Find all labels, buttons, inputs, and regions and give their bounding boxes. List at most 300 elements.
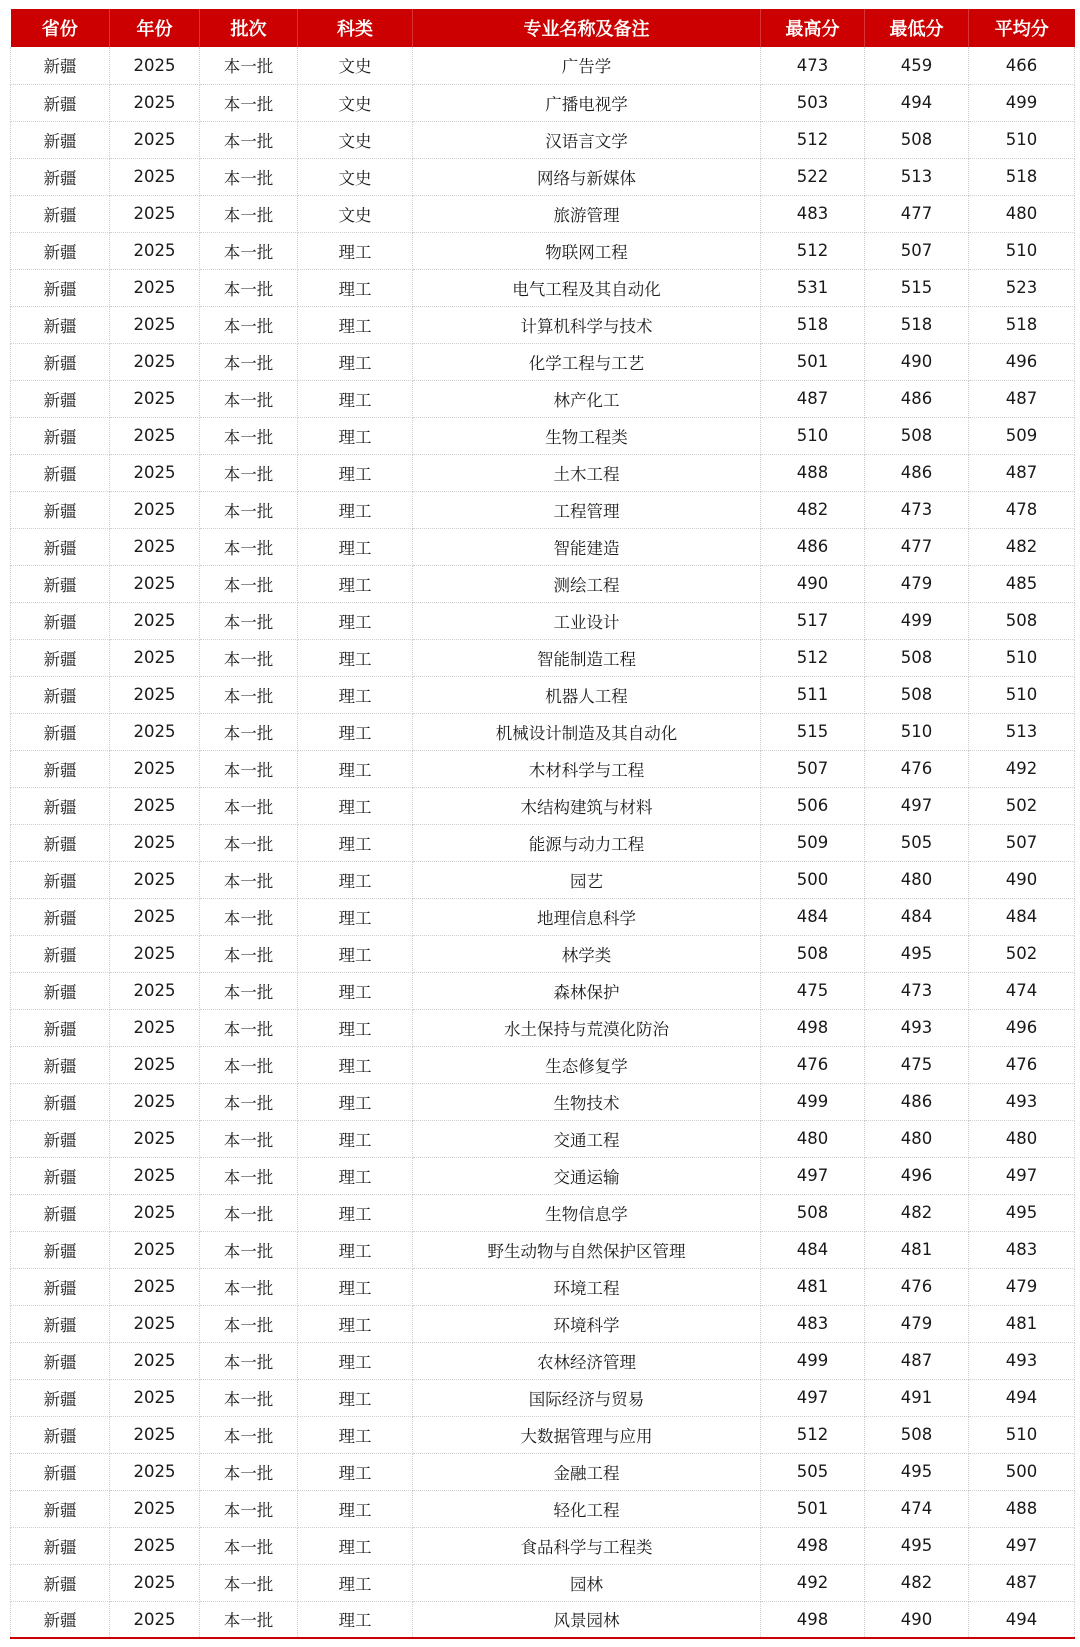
cell-min-score: 486 [865,454,969,491]
cell-category: 理工 [298,639,413,676]
cell-province: 新疆 [11,1305,110,1342]
header-avg-score: 平均分 [994,19,1049,40]
cell-category: 理工 [298,750,413,787]
cell-min-score: 484 [865,898,969,935]
cell-min-score: 473 [865,972,969,1009]
cell-province: 新疆 [11,1046,110,1083]
cell-major: 大数据管理与应用 [413,1416,761,1453]
cell-category: 理工 [298,1601,413,1638]
cell-avg-score: 510 [969,121,1075,158]
cell-max-score: 508 [761,935,865,972]
cell-major: 农林经济管理 [413,1342,761,1379]
cell-min-score: 508 [865,639,969,676]
cell-major: 网络与新媒体 [413,158,761,195]
table-row [11,343,1075,380]
cell-max-score: 483 [761,195,865,232]
cell-major: 机器人工程 [413,676,761,713]
cell-year: 2025 [110,935,200,972]
cell-min-score: 479 [865,1305,969,1342]
cell-year: 2025 [110,158,200,195]
cell-province: 新疆 [11,861,110,898]
cell-batch: 本一批 [200,1601,298,1638]
cell-batch: 本一批 [200,676,298,713]
cell-avg-score: 493 [969,1342,1075,1379]
cell-category: 理工 [298,1453,413,1490]
header-category: 科类 [298,9,413,47]
table-row [11,565,1075,602]
table-row [11,454,1075,491]
cell-min-score: 493 [865,1009,969,1046]
table-row [11,898,1075,935]
cell-province: 新疆 [11,1268,110,1305]
cell-major: 能源与动力工程 [413,824,761,861]
table-row [11,195,1075,232]
cell-max-score: 499 [761,1083,865,1120]
cell-batch: 本一批 [200,1453,298,1490]
cell-province: 新疆 [11,1083,110,1120]
cell-min-score: 494 [865,84,969,121]
cell-year: 2025 [110,1009,200,1046]
cell-avg-score: 485 [969,565,1075,602]
cell-max-score: 509 [761,824,865,861]
cell-province: 新疆 [11,306,110,343]
cell-major: 汉语言文学 [413,121,761,158]
cell-batch: 本一批 [200,454,298,491]
cell-category: 理工 [298,1342,413,1379]
cell-year: 2025 [110,1046,200,1083]
cell-province: 新疆 [11,1342,110,1379]
cell-avg-score: 492 [969,750,1075,787]
cell-category: 理工 [298,676,413,713]
cell-province: 新疆 [11,1194,110,1231]
header-batch: 批次 [200,9,298,47]
cell-year: 2025 [110,1231,200,1268]
cell-category: 理工 [298,232,413,269]
header-major: 专业名称及备注 [413,9,761,47]
cell-max-score: 488 [761,454,865,491]
cell-year: 2025 [110,1601,200,1638]
cell-year: 2025 [110,306,200,343]
cell-major: 旅游管理 [413,195,761,232]
cell-major: 生物信息学 [413,1194,761,1231]
cell-avg-score: 510 [969,676,1075,713]
header-province: 省份 [11,9,110,47]
table-row [11,1194,1075,1231]
cell-batch: 本一批 [200,269,298,306]
cell-category: 文史 [298,195,413,232]
cell-year: 2025 [110,602,200,639]
cell-batch: 本一批 [200,1379,298,1416]
cell-avg-score: 502 [969,935,1075,972]
table-row [11,935,1075,972]
cell-year: 2025 [110,417,200,454]
cell-year: 2025 [110,787,200,824]
cell-major: 木结构建筑与材料 [413,787,761,824]
cell-avg-score: 487 [969,454,1075,491]
cell-major: 园艺 [413,861,761,898]
cell-max-score: 518 [761,306,865,343]
table-row [11,639,1075,676]
score-sheet [10,9,1074,1639]
cell-category: 理工 [298,565,413,602]
cell-batch: 本一批 [200,491,298,528]
cell-category: 理工 [298,972,413,1009]
table-row [11,232,1075,269]
cell-max-score: 507 [761,750,865,787]
header-row [11,9,1075,47]
cell-avg-score: 509 [969,417,1075,454]
admission-score-table [10,9,1075,1639]
cell-avg-score: 474 [969,972,1075,1009]
table-row [11,491,1075,528]
table-row [11,824,1075,861]
cell-major: 工业设计 [413,602,761,639]
cell-year: 2025 [110,1416,200,1453]
table-row [11,1342,1075,1379]
cell-province: 新疆 [11,84,110,121]
cell-avg-score: 487 [969,380,1075,417]
cell-year: 2025 [110,454,200,491]
cell-max-score: 486 [761,528,865,565]
cell-batch: 本一批 [200,380,298,417]
cell-avg-score: 508 [969,602,1075,639]
cell-province: 新疆 [11,1416,110,1453]
cell-max-score: 511 [761,676,865,713]
cell-year: 2025 [110,1379,200,1416]
cell-avg-score: 523 [969,269,1075,306]
table-row [11,47,1075,84]
cell-min-score: 496 [865,1157,969,1194]
cell-min-score: 480 [865,1120,969,1157]
cell-max-score: 484 [761,1231,865,1268]
cell-batch: 本一批 [200,232,298,269]
cell-max-score: 522 [761,158,865,195]
cell-min-score: 477 [865,195,969,232]
cell-category: 理工 [298,528,413,565]
cell-province: 新疆 [11,1157,110,1194]
cell-min-score: 482 [865,1194,969,1231]
cell-min-score: 486 [865,380,969,417]
cell-avg-score: 483 [969,1231,1075,1268]
cell-year: 2025 [110,1527,200,1564]
cell-major: 林学类 [413,935,761,972]
cell-major: 环境科学 [413,1305,761,1342]
cell-avg-score: 478 [969,491,1075,528]
cell-max-score: 498 [761,1009,865,1046]
cell-max-score: 497 [761,1379,865,1416]
cell-province: 新疆 [11,195,110,232]
cell-major: 地理信息科学 [413,898,761,935]
cell-province: 新疆 [11,1601,110,1638]
cell-category: 文史 [298,158,413,195]
cell-avg-score: 479 [969,1268,1075,1305]
cell-major: 工程管理 [413,491,761,528]
cell-min-score: 495 [865,935,969,972]
table-row [11,84,1075,121]
cell-min-score: 490 [865,1601,969,1638]
cell-province: 新疆 [11,454,110,491]
cell-min-score: 481 [865,1231,969,1268]
table-row [11,306,1075,343]
cell-batch: 本一批 [200,1268,298,1305]
table-row [11,1231,1075,1268]
cell-category: 理工 [298,343,413,380]
cell-batch: 本一批 [200,935,298,972]
cell-min-score: 479 [865,565,969,602]
cell-year: 2025 [110,750,200,787]
cell-category: 理工 [298,935,413,972]
cell-avg-score: 466 [969,47,1075,84]
table-row [11,380,1075,417]
table-row [11,269,1075,306]
cell-major: 智能制造工程 [413,639,761,676]
cell-year: 2025 [110,47,200,84]
cell-province: 新疆 [11,417,110,454]
cell-province: 新疆 [11,1120,110,1157]
cell-avg-score: 495 [969,1194,1075,1231]
cell-avg-score: 518 [969,158,1075,195]
cell-category: 理工 [298,269,413,306]
cell-avg-score: 500 [969,1453,1075,1490]
cell-max-score: 531 [761,269,865,306]
cell-major: 生物技术 [413,1083,761,1120]
cell-batch: 本一批 [200,1120,298,1157]
table-row [11,1120,1075,1157]
cell-province: 新疆 [11,935,110,972]
cell-min-score: 518 [865,306,969,343]
cell-min-score: 477 [865,528,969,565]
table-row [11,1416,1075,1453]
cell-max-score: 512 [761,639,865,676]
cell-major: 环境工程 [413,1268,761,1305]
cell-avg-score: 507 [969,824,1075,861]
cell-avg-score: 496 [969,343,1075,380]
cell-category: 理工 [298,1305,413,1342]
cell-batch: 本一批 [200,713,298,750]
cell-year: 2025 [110,713,200,750]
table-row [11,972,1075,1009]
cell-avg-score: 481 [969,1305,1075,1342]
cell-min-score: 459 [865,47,969,84]
cell-major: 木材科学与工程 [413,750,761,787]
cell-avg-score: 496 [969,1009,1075,1046]
table-row [11,1379,1075,1416]
cell-batch: 本一批 [200,195,298,232]
cell-min-score: 515 [865,269,969,306]
cell-max-score: 499 [761,1342,865,1379]
cell-max-score: 510 [761,417,865,454]
cell-batch: 本一批 [200,1083,298,1120]
cell-category: 理工 [298,1083,413,1120]
cell-major: 广播电视学 [413,84,761,121]
cell-province: 新疆 [11,1009,110,1046]
cell-max-score: 506 [761,787,865,824]
table-header [11,9,1075,47]
table-row [11,1268,1075,1305]
cell-year: 2025 [110,1194,200,1231]
cell-category: 理工 [298,1564,413,1601]
cell-year: 2025 [110,1157,200,1194]
cell-min-score: 508 [865,121,969,158]
cell-batch: 本一批 [200,1046,298,1083]
cell-year: 2025 [110,861,200,898]
cell-year: 2025 [110,972,200,1009]
cell-category: 文史 [298,121,413,158]
cell-batch: 本一批 [200,1231,298,1268]
cell-max-score: 480 [761,1120,865,1157]
table-row [11,1601,1075,1638]
cell-batch: 本一批 [200,972,298,1009]
cell-max-score: 500 [761,861,865,898]
cell-batch: 本一批 [200,639,298,676]
cell-avg-score: 490 [969,861,1075,898]
cell-max-score: 481 [761,1268,865,1305]
table-row [11,676,1075,713]
cell-min-score: 473 [865,491,969,528]
cell-year: 2025 [110,1305,200,1342]
table-row [11,1046,1075,1083]
cell-province: 新疆 [11,639,110,676]
cell-category: 理工 [298,787,413,824]
table-row [11,1453,1075,1490]
cell-max-score: 476 [761,1046,865,1083]
cell-category: 理工 [298,491,413,528]
cell-year: 2025 [110,1083,200,1120]
cell-category: 文史 [298,47,413,84]
cell-category: 理工 [298,1416,413,1453]
cell-province: 新疆 [11,158,110,195]
cell-province: 新疆 [11,713,110,750]
cell-province: 新疆 [11,1453,110,1490]
cell-min-score: 513 [865,158,969,195]
table-row [11,1490,1075,1527]
cell-category: 理工 [298,454,413,491]
cell-category: 理工 [298,1194,413,1231]
cell-avg-score: 494 [969,1379,1075,1416]
cell-min-score: 480 [865,861,969,898]
cell-min-score: 476 [865,1268,969,1305]
table-row [11,1564,1075,1601]
cell-year: 2025 [110,232,200,269]
cell-max-score: 484 [761,898,865,935]
cell-major: 风景园林 [413,1601,761,1638]
cell-category: 理工 [298,417,413,454]
cell-major: 生态修复学 [413,1046,761,1083]
cell-year: 2025 [110,1268,200,1305]
table-row [11,713,1075,750]
table-row [11,861,1075,898]
cell-batch: 本一批 [200,1157,298,1194]
cell-province: 新疆 [11,972,110,1009]
cell-year: 2025 [110,1342,200,1379]
cell-year: 2025 [110,195,200,232]
cell-major: 机械设计制造及其自动化 [413,713,761,750]
cell-province: 新疆 [11,824,110,861]
cell-category: 理工 [298,602,413,639]
cell-major: 林产化工 [413,380,761,417]
cell-batch: 本一批 [200,824,298,861]
cell-avg-score: 482 [969,528,1075,565]
cell-batch: 本一批 [200,787,298,824]
cell-max-score: 512 [761,232,865,269]
cell-category: 理工 [298,380,413,417]
cell-avg-score: 480 [969,195,1075,232]
header-max-score: 最高分 [761,9,865,47]
table-row [11,528,1075,565]
cell-avg-score: 499 [969,84,1075,121]
cell-avg-score: 502 [969,787,1075,824]
cell-batch: 本一批 [200,1527,298,1564]
cell-batch: 本一批 [200,1194,298,1231]
table-row [11,750,1075,787]
cell-avg-score: 510 [969,639,1075,676]
cell-category: 理工 [298,1527,413,1564]
cell-major: 测绘工程 [413,565,761,602]
table-row [11,121,1075,158]
cell-province: 新疆 [11,528,110,565]
cell-min-score: 508 [865,1416,969,1453]
cell-year: 2025 [110,1564,200,1601]
cell-avg-score: 480 [969,1120,1075,1157]
cell-category: 理工 [298,1490,413,1527]
cell-province: 新疆 [11,750,110,787]
cell-avg-score: 487 [969,1564,1075,1601]
cell-province: 新疆 [11,676,110,713]
cell-min-score: 490 [865,343,969,380]
cell-min-score: 487 [865,1342,969,1379]
cell-max-score: 483 [761,1305,865,1342]
cell-min-score: 497 [865,787,969,824]
cell-max-score: 512 [761,1416,865,1453]
cell-category: 理工 [298,1009,413,1046]
cell-major: 智能建造 [413,528,761,565]
table-row [11,1305,1075,1342]
cell-year: 2025 [110,639,200,676]
cell-year: 2025 [110,528,200,565]
cell-major: 电气工程及其自动化 [413,269,761,306]
cell-min-score: 476 [865,750,969,787]
cell-province: 新疆 [11,1564,110,1601]
cell-batch: 本一批 [200,861,298,898]
cell-max-score: 497 [761,1157,865,1194]
cell-avg-score: 476 [969,1046,1075,1083]
cell-min-score: 495 [865,1527,969,1564]
cell-major: 轻化工程 [413,1490,761,1527]
cell-max-score: 515 [761,713,865,750]
cell-year: 2025 [110,84,200,121]
cell-province: 新疆 [11,898,110,935]
cell-max-score: 508 [761,1194,865,1231]
cell-max-score: 487 [761,380,865,417]
cell-year: 2025 [110,898,200,935]
cell-major: 交通工程 [413,1120,761,1157]
cell-batch: 本一批 [200,898,298,935]
cell-major: 金融工程 [413,1453,761,1490]
cell-major: 土木工程 [413,454,761,491]
cell-avg-score: 493 [969,1083,1075,1120]
cell-category: 理工 [298,824,413,861]
cell-category: 理工 [298,306,413,343]
cell-min-score: 475 [865,1046,969,1083]
cell-major: 食品科学与工程类 [413,1527,761,1564]
table-body [11,47,1075,1638]
cell-category: 理工 [298,1120,413,1157]
cell-batch: 本一批 [200,565,298,602]
cell-year: 2025 [110,269,200,306]
cell-max-score: 490 [761,565,865,602]
cell-province: 新疆 [11,491,110,528]
cell-avg-score: 497 [969,1157,1075,1194]
